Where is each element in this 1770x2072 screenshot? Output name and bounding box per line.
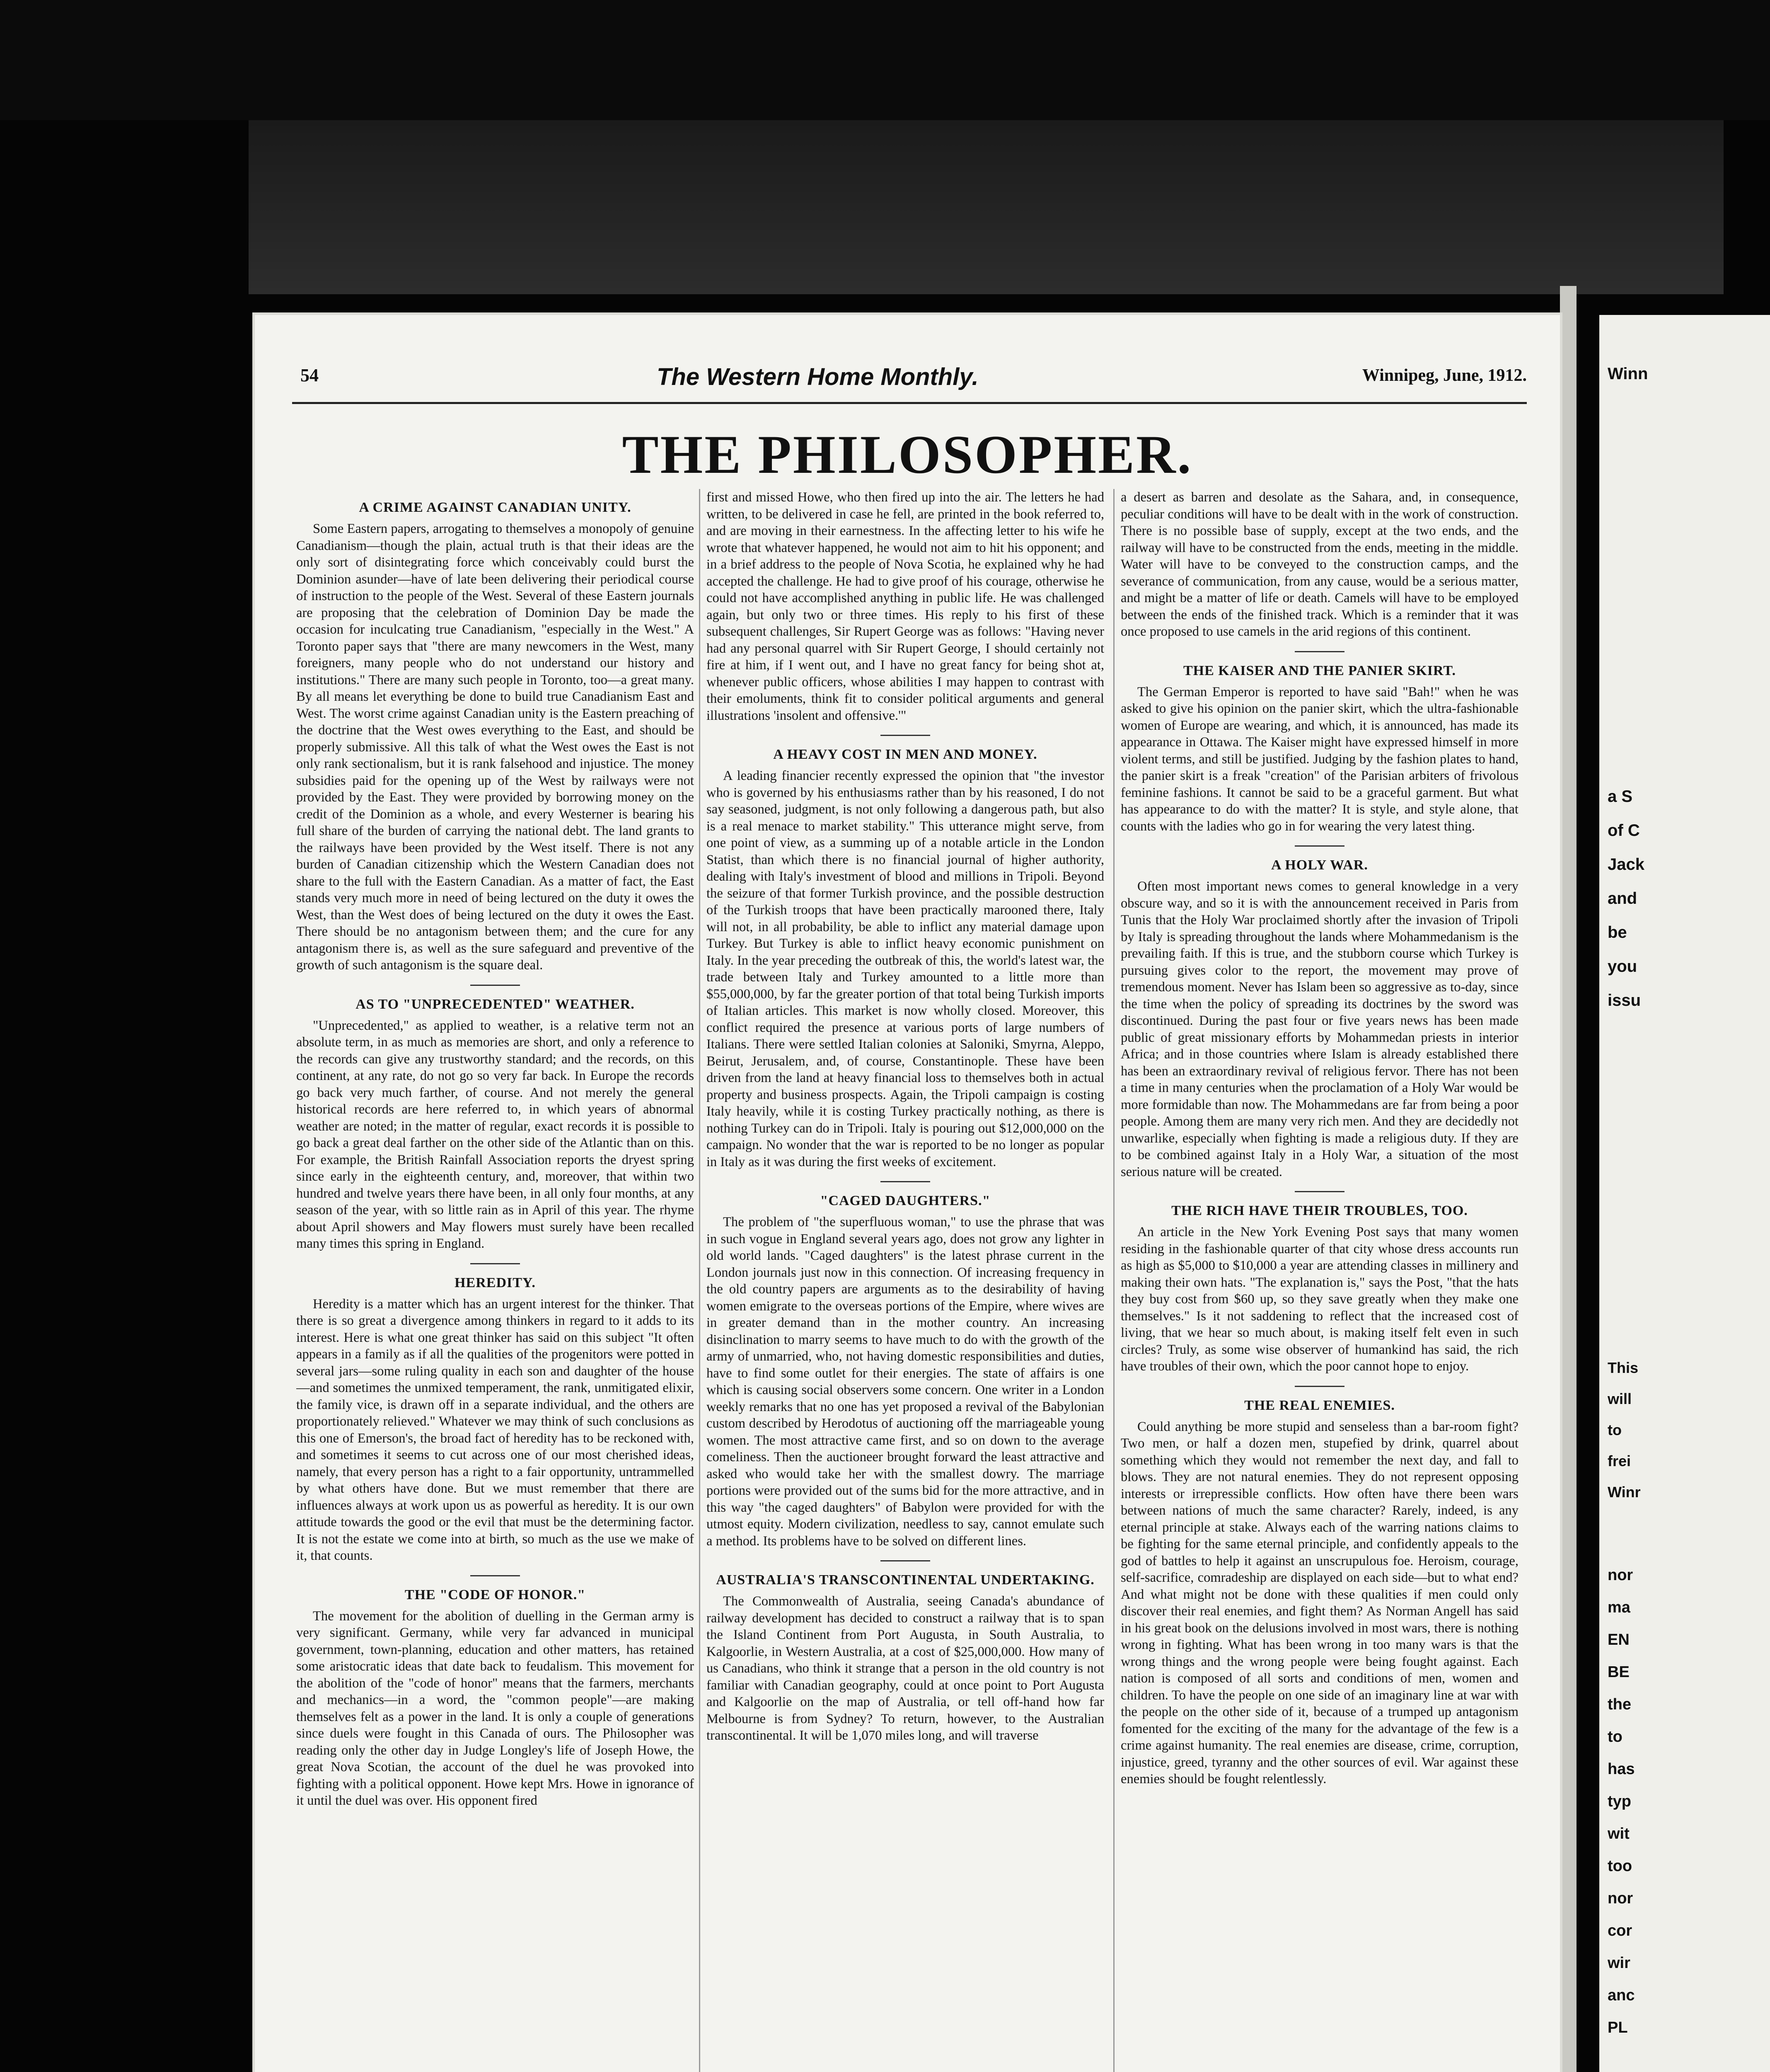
adjacent-text-fragment: typ [1608, 1793, 1631, 1810]
article-paragraph: The German Emperor is reported to have said "Bah!" when he was asked to give his opinion on the panier skirt, which the ultra-fashionable women of Europe are wearing, and which, it is announced, has made its appearance in Ottawa. The Kaiser might have expressed himself in more violent terms, and still be justified. Judging by the fashion plates to hand, the panier skirt is a freak "creation" of the Parisian arbiters of frivolous feminine fashions. It cannot be said to be a graceful garment. But what has appearance to do with the matter? It is style, and style alone, that counts with the ladies who go in for wearing the very latest thing. [1121, 684, 1519, 834]
adjacent-text-fragment: EN [1608, 1631, 1630, 1648]
adjacent-text-fragment: wir [1608, 1954, 1630, 1972]
adjacent-text-fragment: Jack [1608, 855, 1644, 874]
adjacent-text-fragment: will [1608, 1390, 1632, 1407]
article-paragraph: The movement for the abolition of duelling in the German army is very significant. Germany, while very far advanced in municipal government, town-planning, education and other matters, has retained some aristocratic ideas that date back to feudalism. This movement for the abolition of the "code of honor" means that the farmers, merchants and mechanics—in a word, the "common people"—are making themselves felt as a power in the land. It is only a couple of generations since duels were fought in this Canada of ours. The Philosopher was reading only the other day in Judge Longley's life of Joseph Howe, the great Nova Scotian, the account of the duel he was provoked into fighting with a political opponent. Howe kept Mrs. Howe in ignorance of it until the duel was over. His opponent fired [296, 1608, 694, 1808]
article-paragraph: "Unprecedented," as applied to weather, is a relative term not an absolute term, in as much as memories are short, and only a reference to the records can give any trustworthy standard; and the records, on this continent, at any rate, do not go so very far back. In Europe the records go back very much farther, of course. And not merely the general historical records are here referred to, in which years of abnormal weather are noted; in the matter of regular, exact records it is possible to go back a great deal farther on the other side of the Atlantic than on this. For example, the British Rainfall Association reports the dryest spring since early in the eighteenth century, and, moreover, that within two hundred and twelve years there have been, in all only four months, at any season of the year, with so little rain as in April of this year. The rhyme about April showers and May flowers must surely have been recalled many times this spring in England. [296, 1018, 694, 1251]
article-paragraph: The problem of "the superfluous woman," to use the phrase that was in such vogue in England several years ago, does not grow any lighter in old world lands. "Caged daughters" is the latest phrase current in the London journals just now in this connection. Of increasing frequency in the old country papers are arguments as to the desirability of having women emigrate to the overseas portions of the Empire, where wives are in greater demand than in the mother country. An increasing disinclination to marry seems to have much to do with the growth of the army of unmarried, who, not having domestic responsibilities and duties, have to find some outlet for their energies. The state of affairs is one which is causing social observers some concern. One writer in a London weekly remarks that no one has yet proposed a revival of the Babylonian custom described by Herodotus of auctioning off the marriageable young women. The most attractive came first, and so on down to the average comeliness. Then the auctioneer brought forward the least attractive and asked who would take her with the smallest dowry. The marriage portions were provided out of the sums bid for the more attractive, and in this way "the caged daughters" of Babylon were provided for with the utmost equity. Modern civilization, needless to say, cannot emulate such a method. Its problems have to be solved on different lines. [706, 1215, 1104, 1549]
adjacent-text-fragment: PL [1608, 2019, 1628, 2036]
page-header [300, 365, 1527, 398]
adjacent-text-fragment: the [1608, 1696, 1631, 1713]
adjacent-text-fragment: This [1608, 1359, 1639, 1376]
adjacent-text-fragment: frei [1608, 1452, 1631, 1469]
article-paragraph: Heredity is a matter which has an urgent interest for the thinker. That there is so great a divergence among thinkers in regard to it adds to its interest. Here is what one great thinker has said on this subject "It often appears in a family as if all the qualities of the progenitors were potted in several jars—some ruling quality in each son and daughter of the house—and sometimes the unmixed temperament, the rank, unmitigated elixir, the family vice, is drawn off in a separate individual, and the others are proportionately relieved." Whatever we may think of such conclusions as this one of Emerson's, the broad fact of heredity has to be reckoned with, and sometimes it seems to cut across one of our most cherished ideas, namely, that every person has a right to a fair opportunity, untrammelled by what others have done. But we must remember that there are influences always at work upon us as powerful as heredity. It is our own attitude towards the good or the evil that must be the determining factor. It is not the estate we come into at birth, so much as the use we make of it, that counts. [296, 1296, 694, 1563]
adjacent-text-fragment: Winr [1608, 1484, 1641, 1501]
adjacent-text-fragment: has [1608, 1760, 1635, 1778]
section-heading: A CRIME AGAINST CANADIAN UNITY. [359, 500, 631, 515]
adjacent-text-fragment: nor [1608, 1566, 1633, 1584]
column-rule [1113, 489, 1115, 2072]
adjacent-text-fragment: to [1608, 1728, 1622, 1745]
section-divider [470, 1263, 520, 1264]
section-heading: A HOLY WAR. [1271, 857, 1368, 873]
section-divider [1295, 1386, 1344, 1387]
adjacent-text-fragment: you [1608, 957, 1637, 975]
adjacent-text-fragment: issu [1608, 991, 1641, 1009]
section-heading: AS TO "UNPRECEDENTED" WEATHER. [355, 996, 635, 1012]
adjacent-text-fragment: be [1608, 923, 1627, 942]
adjacent-text-fragment: to [1608, 1421, 1622, 1438]
article-paragraph: a desert as barren and desolate as the Sahara, and, in consequence, peculiar conditions will have to be dealt with in the work of construction. There is no possible base of supply, except at the two ends, and the railway will have to be constructed from the ends, meeting in the middle. Water will have to be conveyed to the construction camps, and the severance of communication, from any cause, would be a serious matter, and might be a matter of life or death. Camels will have to be employed between the ends of the finished track. Which is a reminder that it was once proposed to use camels in the arid regions of this continent. [1121, 490, 1519, 639]
section-divider [1295, 651, 1344, 652]
section-heading: THE REAL ENEMIES. [1244, 1397, 1395, 1413]
article-column-2 [706, 489, 1104, 2072]
adjacent-page-fragment [1599, 315, 1770, 2072]
section-divider [880, 1560, 930, 1561]
article-column-3 [1121, 489, 1519, 2072]
section-divider [1295, 1191, 1344, 1192]
page-title: THE PHILOSOPHER. [622, 424, 1193, 485]
adjacent-text-fragment: anc [1608, 1987, 1635, 2004]
header-rule [292, 402, 1527, 404]
publication-name: The Western Home Monthly. [657, 363, 979, 390]
article-paragraph: The Commonwealth of Australia, seeing Canada's abundance of railway development has decided to construct a railway that is to span the Island Continent from Port Augusta, in South Australia, to Kalgoorlie, in Western Australia, at a cost of $25,000,000. How many of us Canadians, who think it strange that a person in the old country is not familiar with Canadian geography, could at once point to Port Augusta and Kalgoorlie on the map of Australia, or tell off-hand how far Melbourne is from Sydney? To return, however, to the Australian transcontinental. It will be 1,070 miles long, and will traverse [706, 1594, 1104, 1743]
adjacent-text-fragment: nor [1608, 1890, 1633, 1907]
adjacent-text-fragment: and [1608, 889, 1637, 908]
scanner-shadow [249, 120, 1724, 294]
article-paragraph: Often most important news comes to general knowledge in a very obscure way, and so it is with the announcement received in Paris from Tunis that the Holy War proclaimed shortly after the invasion of Tripoli by Italy is spreading throughout the lands where Mohammedanism is the prevailing faith. If this is true, and the stubborn course which Turkey is pursuing gives color to the report, the movement may prove of tremendous moment. Never has Islam been so aggressive as to-day, since the time when the policy of spreading its doctrines by the sword was discontinued. During the past four or five years news has been made public of great missionary efforts by Mohammedan priests in interior Africa; and in those countries where Islam is already established there has been an extraordinary revival of religious fervor. There has not been a time in many centuries when the proclamation of a Holy War would be more formidable than now. The Mohammedans are far from being a poor people. Among them are many very rich men. And they are decidedly not unwarlike, especially when fighting is made a religious duty. If they are to be combined against Italy in a Holy War, a situation of the most serious nature will be created. [1121, 879, 1519, 1179]
adjacent-header: Winn [1608, 365, 1648, 383]
newspaper-page [255, 315, 1560, 2072]
section-divider [880, 735, 930, 736]
adjacent-text-fragment: BE [1608, 1663, 1630, 1681]
adjacent-text-fragment: ma [1608, 1599, 1630, 1616]
scanner-frame-top [0, 0, 1770, 120]
article-paragraph: first and missed Howe, who then fired up into the air. The letters he had written, to be delivered in case he fell, are printed in the book referred to, and are moving in their earnestness. In the affecting letter to his wife he wrote that whatever happened, he would not aim to hit his opponent; and in a brief address to the people of Nova Scotia, he explained why he had accepted the challenge. He had to give proof of his courage, otherwise he could not have accomplished anything in public life. He was challenged again, but only two or three times. His reply to his first of these subsequent challenges, Sir Rupert George was as follows: "Having never had any personal quarrel with Sir Rupert George, I should certainly not fire at him, if I went out, and I have no great fancy for being shot at, whenever public officers, whose abilities I may happen to contrast with their emoluments, think fit to consider political arguments and general illustrations 'insolent and offensive.'" [706, 490, 1104, 723]
adjacent-text-fragment: wit [1608, 1825, 1630, 1842]
section-heading: HEREDITY. [455, 1275, 536, 1290]
section-divider [880, 1181, 930, 1182]
adjacent-text-fragment: cor [1608, 1922, 1632, 1939]
section-divider [470, 985, 520, 986]
page-edge [1560, 286, 1577, 2072]
article-paragraph: Some Eastern papers, arrogating to themselves a monopoly of genuine Canadianism—though the plain, actual truth is that their ideas are the only sort of disintegrating force which conceivably could burst the Dominion asunder—have of late been delivering their periodical course of instruction to the people of the West. Several of these Eastern journals are proposing that the celebration of Dominion Day be made the occasion for inculcating true Canadianism, "especially in the West." A Toronto paper says that "there are many newcomers in the West, many foreigners, many people who do not understand our history and institutions." There are many such people in Toronto, too—a great many. By all means let everything be done to build true Canadianism East and West. The worst crime against Canadian unity is the Eastern preaching of the doctrine that the West owes everything to the East, and should be properly submissive. All this talk of what the West owes the East is not only rank sectionalism, but it is rank falsehood and injustice. The money subsidies paid for the opening up of the West by railways were not provided by the East. They were provided by borrowing money on the credit of the Dominion as a whole, and every Westerner is bearing his full share of the burden of carrying the national debt. The land grants to the railways have been provided by the West itself. There is not any burden of Canadian citizenship which the Western Canadian does not share to the full with the Eastern Canadian. As a matter of fact, the East stands very much more in need of being lectured on the duty it owes the West, than the West does of being lectured on the duty it owes the East. There should be no antagonism between them; and the cure for any antagonism there is, as well as the sure safeguard and preventive of the growth of such antagonism is the square deal. [296, 521, 694, 973]
section-heading: THE RICH HAVE THEIR TROUBLES, TOO. [1171, 1203, 1468, 1218]
article-paragraph: A leading financier recently expressed the opinion that "the investor who is governed by his enthusiasms rather than by his reasoned, I do not say seasoned, judgment, is not only following a dangerous path, but also is a real menace to market stability." This utterance might serve, from one point of view, as a summing up of a notable article in the London Statist, than which there is no financial journal of higher authority, dealing with Italy's investment of blood and millions in Tripoli. Beyond the seizure of that former Turkish province, and the possible destruction of the Turkish troops that have been practically marooned there, Italy will not, in all probability, be able to inflict any material damage upon Turkey. But Turkey is able to inflict heavy economic punishment on Italy. In the year preceding the outbreak of this, the world's latest war, the trade between Italy and Turkey amounted to a little more than $55,000,000, by far the greater portion of that total being Turkish imports of Italian articles. This market is now wholly closed. Moreover, this conflict required the presence at various ports of large numbers of Italians. There were settled Italian colonies at Saloniki, Smyrna, Aleppo, Beirut, Jerusalem, and, of course, Constantinople. These have been driven from the land at heavy financial loss to themselves both in actual property and business prospects. Again, the Tripoli campaign is costing Italy heavily, while it is costing Turkey practically nothing, as there is nothing Turkey can do in Tripoli. Italy is pouring out $12,000,000 on the campaign. No wonder that the war is reported to be no longer as popular in Italy as it was during the first weeks of excitement. [706, 768, 1104, 1169]
adjacent-text-fragment: too [1608, 1857, 1632, 1875]
publication-date: Winnipeg, June, 1912. [1362, 366, 1527, 385]
article-paragraph: Could anything be more stupid and senseless than a bar-room fight? Two men, or half a dozen men, stupefied by drink, quarrel about something which they would not remember the next day, and fall to blows. They are not natural enemies. They do not represent opposing interests or irrepressible conflicts. How often have there been wars between nations of much the same character? Rarely, indeed, is any eternal principle at stake. Always each of the warring nations claims to be fighting for the same eternal principle, and confidently appeals to the god of battles to help it against an unscrupulous foe. Heroism, courage, self-sacrifice, comradeship are displayed on each side—but to what end? And what might not be done with these qualities if men could only discover their real enemies, and fight them? As Norman Angell has said in his great book on the delusions involved in most wars, there is nothing wrong in fighting. What has been wrong in too many wars is that the wrong things and the wrong people were being fought against. Each nation is composed of all sorts and conditions of men, women and children. To have the people on one side of an imaginary line at war with the people on the other side of it, because of a trumped up antagonism fomented for the exciting of the many for the advantage of the few is a crime against humanity. The real enemies are disease, crime, corruption, injustice, greed, tyranny and the other sources of evil. War against these enemies should be fought relentlessly. [1121, 1419, 1519, 1786]
section-heading: THE KAISER AND THE PANIER SKIRT. [1183, 663, 1456, 678]
section-divider [1295, 845, 1344, 847]
column-rule [699, 489, 700, 2072]
article-paragraph: An article in the New York Evening Post says that many women residing in the fashionable quarter of that city whose dress accounts run as high as $5,000 to $10,000 a year are attending classes in millinery and making their own hats. "The explanation is," says the Post, "that the hats they buy cost from $60 up, so they save greatly when they make one themselves." Is it not saddening to reflect that the increased cost of living, that we hear so much about, is making itself felt even in such circles? Truly, as some wise observer of humankind has said, the rich have troubles of their own, which the poor cannot hope to enjoy. [1121, 1225, 1519, 1374]
adjacent-text-fragment: a S [1608, 787, 1633, 806]
section-heading: A HEAVY COST IN MEN AND MONEY. [773, 747, 1037, 762]
section-heading: THE "CODE OF HONOR." [404, 1587, 586, 1602]
page-number: 54 [300, 365, 319, 385]
section-divider [470, 1575, 520, 1576]
article-column-1 [296, 489, 694, 2072]
section-heading: AUSTRALIA'S TRANSCONTINENTAL UNDERTAKING. [716, 1572, 1095, 1588]
adjacent-text-fragment: of C [1608, 821, 1640, 840]
section-heading: "CAGED DAUGHTERS." [820, 1193, 991, 1208]
